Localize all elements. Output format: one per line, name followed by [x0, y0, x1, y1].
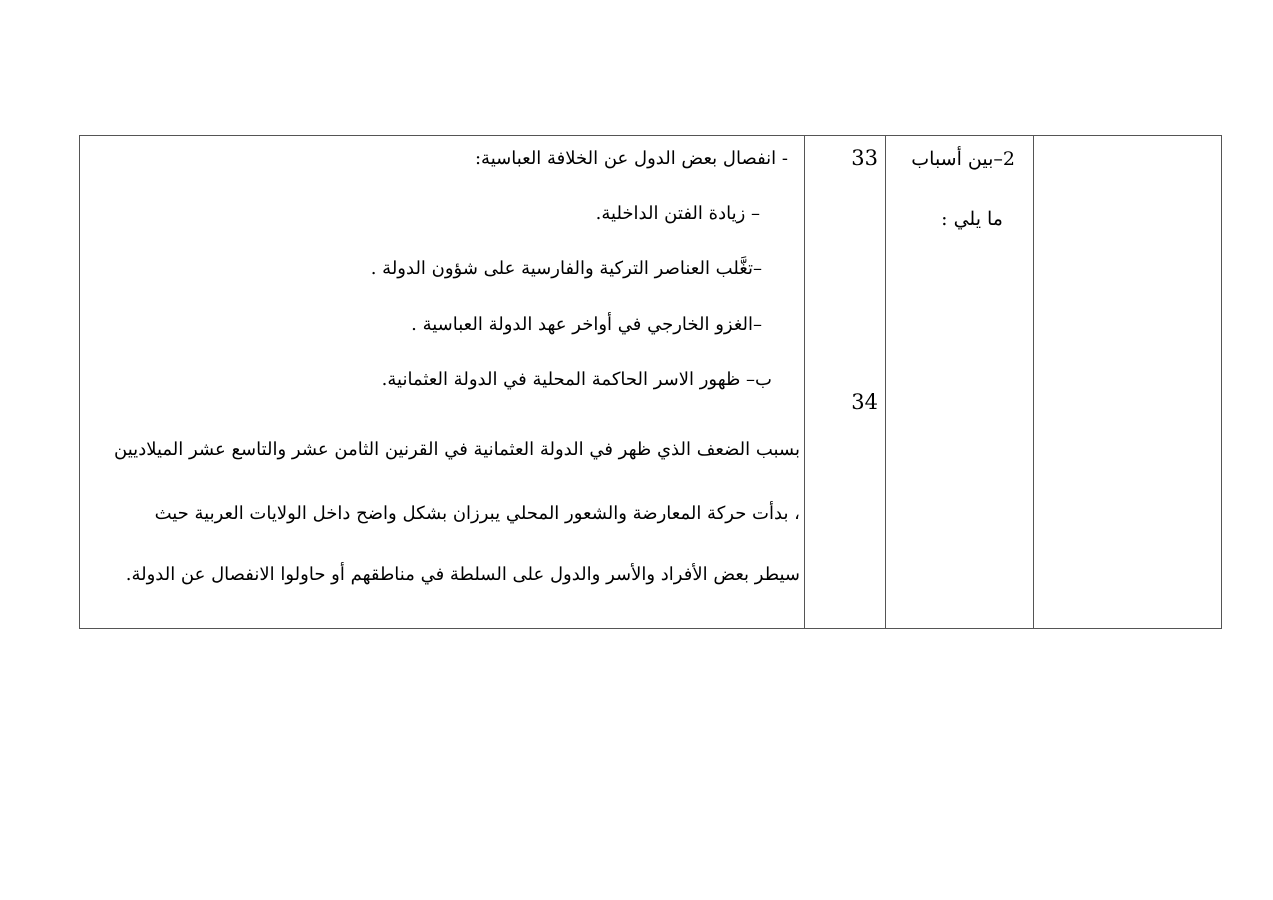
- question-cell: [886, 136, 1034, 629]
- answer-line-1: - انفصال بعض الدول عن الخلافة العباسية:: [474, 148, 788, 169]
- answer-line-8: سيطر بعض الأفراد والأسر والدول على السلطة في مناطقهم أو حاولوا الانفصال عن الدولة.: [125, 564, 800, 585]
- question-line-2: ما يلي :: [941, 208, 1003, 230]
- answer-content-cell: [80, 136, 805, 629]
- table-row: [80, 136, 1222, 629]
- question-line-1: 2–بين أسباب: [911, 148, 1015, 170]
- answer-line-6: بسبب الضعف الذي ظهر في الدولة العثمانية في القرنين الثامن عشر والتاسع عشر الميلاديين: [114, 439, 800, 460]
- page-number-first: 33: [851, 146, 878, 170]
- page-number-second: 34: [851, 390, 878, 414]
- answer-line-4: –الغزو الخارجي في أواخر عهد الدولة العباسية .: [411, 314, 762, 335]
- answer-line-3: –تغَّلب العناصر التركية والفارسية على شؤون الدولة .: [370, 258, 762, 279]
- answer-line-5: ب– ظهور الاسر الحاكمة المحلية في الدولة العثمانية.: [381, 369, 772, 390]
- page-number-cell: [805, 136, 886, 629]
- empty-cell: [1034, 136, 1222, 629]
- answer-line-7: ، بدأت حركة المعارضة والشعور المحلي يبرزان بشكل واضح داخل الولايات العربية حيث: [154, 503, 800, 524]
- answer-table: [79, 135, 1222, 629]
- answer-line-2: – زيادة الفتن الداخلية.: [595, 203, 760, 224]
